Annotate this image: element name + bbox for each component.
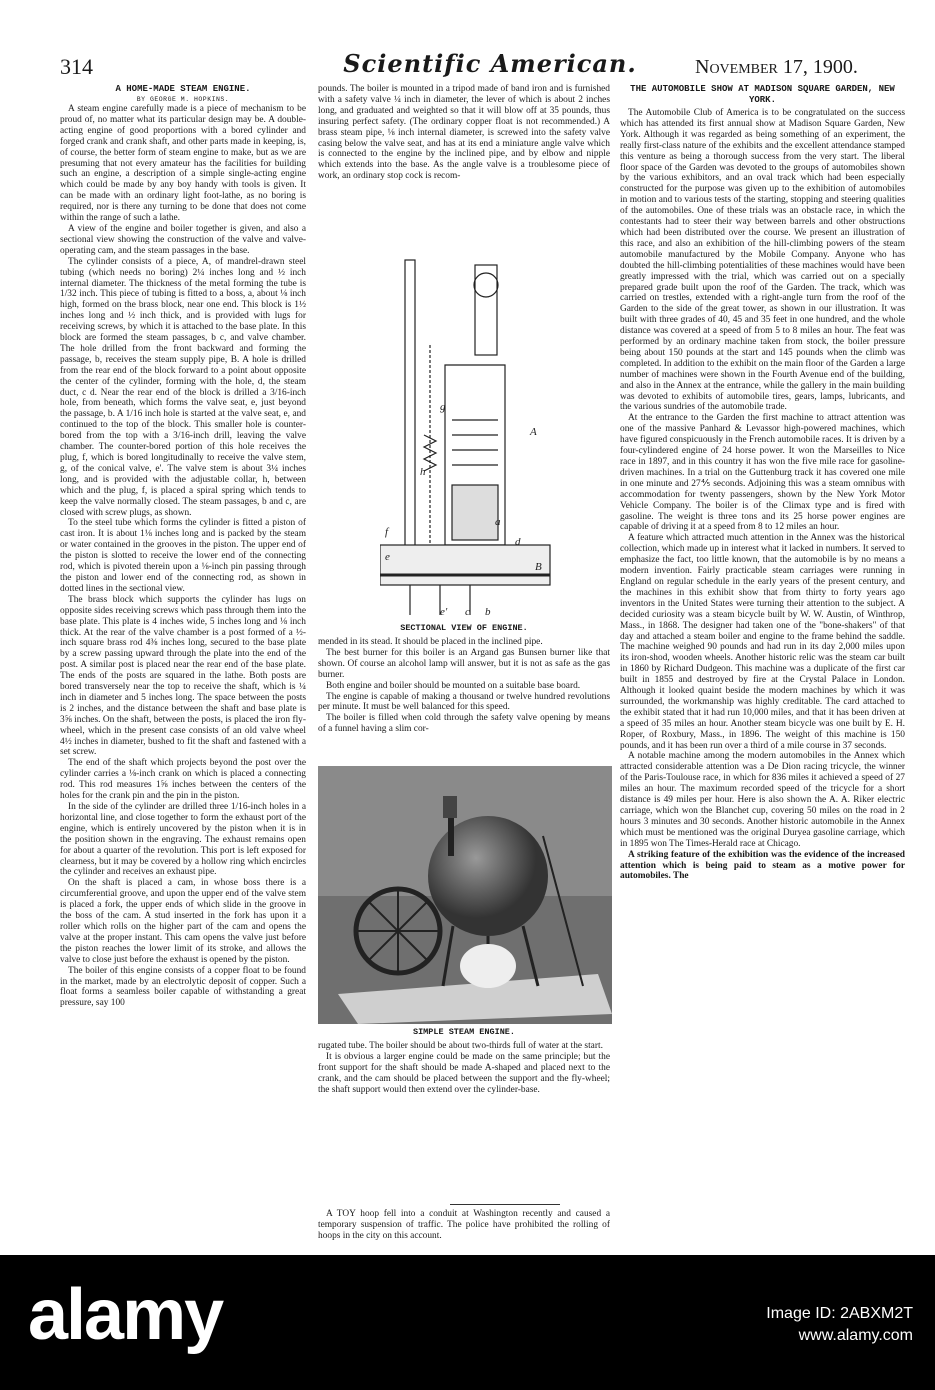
label-A: A	[530, 426, 537, 438]
label-h: h	[420, 466, 426, 478]
article-title: THE AUTOMOBILE SHOW AT MADISON SQUARE GARDEN, NEW YORK.	[630, 84, 895, 105]
article-continuation-top	[318, 84, 610, 182]
watermark-footer	[0, 1255, 935, 1390]
label-d: d	[515, 536, 521, 548]
paragraph: A striking feature of the exhibition was the evidence of the increased attention which is being paid to steam as a motive power for automobiles. The	[620, 849, 905, 882]
label-c: c	[465, 606, 470, 618]
paragraph: The cylinder consists of a piece, A, of mandrel-drawn steel tubing (which needs no boring) 2¼ inches long and ½ inch internal diameter. The thickness of the metal forming the tube is 1/32 inch. This piece of tubing is fitted to a boss, a, about ⅛ inch high, formed on the brass block, near one end. This block is 1½ inches long and ½ inch thick, and is provided with lugs for receiving screws, by which it is attached to the base plate. In this block are formed the steam passages, b c, and valve chamber. The hole drilled from the front backward and forming the passage, b, receives the steam supply pipe, B. A hole is drilled from the rear end of the block forward to a point about opposite the center of the cylinder, forming with the hole, d, the steam duct, c d. Near the rear end of the block is drilled a 3/16-inch hole, from beneath, which forms the valve seat, e, just beyond the passage, b. A 1/16 inch hole is started at the valve seat, e, and continued to the top of the block. This smaller hole is counter-bored from the top with a 3/16-inch drill, leaving the valve chamber. The counter-bored portion of this hole receives the plug, f, which is bored longitudinally to receive the valve stem, g, of the conical valve, e'. The valve stem is about 3¼ inches long, and is provided with the adjustable collar, h, between which and the plug, f, is placed a spiral spring which tends to keep the valve normally closed. The steam passages, b and c, are closed with screw plugs, as shown.	[60, 256, 306, 518]
label-g: g	[440, 401, 446, 413]
article-continuation-bottom	[318, 1041, 610, 1096]
figure-caption-simple-steam-engine: SIMPLE STEAM ENGINE.	[412, 1027, 516, 1037]
paragraph: A TOY hoop fell into a conduit at Washington recently and caused a temporary suspension of traffic. The police have prohibited the rolling of hoops in the city on this account.	[318, 1209, 610, 1241]
image-id-label: Image ID: 2ABXM2T	[766, 1305, 913, 1322]
paragraph: A notable machine among the modern automobiles in the Annex which attracted considerable attention was a De Dion racing tricycle, the winner of the Paris-Toulouse race, in which for 836 miles it achieved a speed of 27 miles an hour. The maximum recorded speed of the tricycle for a short distance is 49 miles per hour. Here is also shown the A. A. Riker electric carriage, which won the Blanchet cup, covering 50 miles on the road in 2 hours 3 minutes and 30 seconds. Another historic automobile in the Annex which must be mentioned was the original Duryea gasoline carriage, which in 1895 won The Times-Herald race at Chicago.	[620, 751, 905, 849]
article-continuation-middle	[318, 637, 610, 735]
separator-rule	[450, 1204, 560, 1205]
paragraph: Both engine and boiler should be mounted on a suitable base board.	[326, 680, 581, 691]
paragraph: The boiler of this engine consists of a copper float to be found in the market, made by an electrolytic deposit of copper. Such a float forms a seamless boiler capable of withstanding a great pressure, say 100	[60, 965, 306, 1009]
paragraph: The end of the shaft which projects beyond the post over the cylinder carries a ⅛-inch crank on which is placed a connecting rod. This rod measures 1⅝ inches between the centers of the holes for the crank pin and the pin in the piston.	[60, 758, 306, 802]
paragraph: pounds. The boiler is mounted in a tripod made of band iron and is furnished with a safety valve ¼ inch in diameter, the lever of which is about 2 inches long, and graduated and weighted so that it will blow off at 35 pounds, thus insuring perfect safety. (The ordinary copper float is not recommended.) A brass steam pipe, ⅛ inch internal diameter, is screwed into the safety valve casing below the valve seat, and has at its end a miniature angle valve which is connected to the engine by the inclined pipe, and by elbow and nipple which extends into the base. As the angle valve is a troublesome piece of work, an ordinary stop cock is recom-	[318, 84, 610, 182]
paragraph: mended in its stead. It should be placed in the inclined pipe.	[318, 637, 543, 647]
paragraph: The brass block which supports the cylinder has lugs on opposite sides receiving screws which pass through them into the base plate. This plate is 4 inches wide, 5 inches long and ⅛ inch thick. At the rear of the valve chamber is a post formed of a ½-inch square brass rod 4⅜ inches long, secured to the base plate by a screw passing upward through the plate into the end of the post. A similar post is placed near the rear end of the base plate. The ends of the posts are squared in the lathe. Both posts are bored transversely near the top to receive the shaft, which is ¼ inch in diameter and 5 inches long. The space between the posts is 2 inches, and the distance between the shaft and base plate is 3⅝ inches. On the shaft, between the posts, is placed the iron fly-wheel, which in the present case consists of an old valve wheel 4½ inches in diameter, bushed to fit the shaft and fastened with a set screw.	[60, 594, 306, 758]
label-f: f	[385, 526, 389, 538]
paragraph: A feature which attracted much attention in the Annex was the historical collection, which made up in interest what it lacked in numbers. It served to emphasize the fact, too little known, that the automobile is by no means a modern invention. Fairly practicable steam carriages were running in England on regular schedule in the early years of the present century, and the machines in this exhibit show that from thirty to forty years ago inventors in the United States were turning their attention to the subject. A decided curiosity was a steam bicycle built by W. W. Austin, of Winthrop, Mass., in 1868. The designer had taken one of the "bone-shakers" of that day and attached a steam boiler and engine to the frame behind the saddle. The machine weighed 90 pounds and had run in its day 2,000 miles upon its iron-shod, wooden wheels. Another historic relic was the steam car built in 1860 by Richard Dudgeon. This machine was a duplicate of the first car built in 1855 and destroyed by fire at the Crystal Palace in London. Although it looked quaint beside the modern machines by which it was surrounded, the workmanship was highly creditable. The card attached to the exhibit stated that it had run 10,000 miles, and that it has been driven at a speed of 35 miles an hour. Another steam bicycle was one built by E. H. Roper, of Roxbury, Mass., in 1896. The weight of this machine is 150 pounds, and it has been run over a third of a mile course in 37 seconds.	[620, 533, 905, 751]
watermark-url: www.alamy.com	[798, 1327, 913, 1344]
article-home-made-steam-engine	[60, 84, 306, 1009]
image-id	[766, 1303, 913, 1347]
byline: BY GEORGE M. HOPKINS.	[136, 96, 230, 103]
paragraph: A steam engine carefully made is a piece of mechanism to be proud of, no matter what its particular design may be. A double-acting engine of good proportions with a bored cylinder and forged crank and crank shaft, and other parts made in keeping, is, of course, the better form of steam engine to make, but as we are presuming that not every amateur has the facilities for building such an engine, a description of a simple single-acting engine which could be made by any boy handy with tools is given. It can be made with an ordinary light foot-lathe, as no boring is required, nor is there any turning to be done that does not come within the range of such a lathe.	[60, 104, 306, 224]
paragraph: In the side of the cylinder are drilled three 1/16-inch holes in a horizontal line, and close together to form the exhaust port of the engine, which is entirely uncovered by the piston when it is in the position shown in the engraving. The exhaust remains open for about a quarter of the revolution. This port is left exposed for clearness, but it may be covered by a hollow ring which encircles the cylinder and receives an exhaust pipe.	[60, 802, 306, 878]
page-number: 314	[60, 54, 93, 79]
label-a: a	[495, 516, 501, 528]
paragraph: The boiler is filled when cold through the safety valve opening by means of a funnel having a slim cor-	[318, 713, 610, 735]
label-B: B	[535, 561, 542, 573]
paragraph: The engine is capable of making a thousand or twelve hundred revolutions per minute. It must be well balanced for this speed.	[318, 691, 610, 713]
paragraph: To the steel tube which forms the cylinder is fitted a piston of cast iron. It is about 1⅛ inches long and is packed by the steam or water contained in the grooves in the piston. The upper end of the piston is slotted to receive the lower end of the connecting rod, which is pivoted therein upon a ⅛-inch pin passing through the piston and lower end of the connecting rod, as shown in dotted lines in the sectional view.	[60, 518, 306, 594]
paragraph: A view of the engine and boiler together is given, and also a sectional view showing the construction of the valve and valve-operating cam, and the steam passages in the base.	[60, 223, 306, 256]
article-automobile-show	[620, 84, 905, 882]
paragraph: It is obvious a larger engine could be made on the same principle; but the front support for the shaft should be made A-shaped and placed next to the crank, and the cam should be placed between the support and the fly-wheel; the shaft support would then extend over the cylinder-base.	[318, 1051, 610, 1095]
label-b: b	[485, 606, 491, 618]
label-e: e	[385, 551, 390, 563]
masthead: Scientific American.	[343, 49, 637, 78]
simple-steam-engine-photo	[318, 766, 612, 1024]
label-e-prime: e'	[440, 606, 448, 618]
paragraph: The Automobile Club of America is to be congratulated on the success which has attended its first annual show at Madison Square Garden, New York. Although it was regarded as being something of an experiment, the really first-class nature of the exhibits and the excellent attendance stamped this venture as being a thorough success from the very start. The liberal floor space of the Garden was devoted to the groups of automobiles shown by the various exhibitors, and an oval track which had been especially constructed for the purpose was given up to the exhibition of automobiles in motion and to various tests of the starting, stopping and steering qualities of the automobiles. One of these trials was an obstacle race, in which the contestants had to steer their way between barrels and other obstructions which had been distributed over the course. We present an illustration of this race, and also an exhibition of the hill-climbing powers of the steam automobile manufactured by the Mobile Company. Anyone who has doubted the hill-climbing potentialities of these machines would have been greatly impressed with the trial, which was carried out on a specially prepared grade built upon the roof of the Garden. The track, which was carried on trestles, extended with a right-angle turn from the roof of the Garden to the side of the great tower, as shown in our illustration. It was built with three grades of 40, 45 and 35 feet in one hundred, and the whole distance was covered at a speed of from 5 to 8 miles an hour. The feat was performed by an ordinary machine taken from stock, the boiler pressure being about 150 pounds at the start and 145 pounds when the climb was completed. In addition to the exhibit on the main floor of the Garden a large number of machines were shown in the Fourth Avenue end of the building, and also in the Annex at the entrance, while the gallery in the main building was devoted to exhibits of automobile tires, gears, lamps, lubricants, and the various sundries of the automobile trade.	[620, 108, 905, 413]
paragraph: At the entrance to the Garden the first machine to attract attention was one of the massive Panhard & Levassor high-powered machines, which have figured conspicuously in the French automobile races. It is driven by a four-cylindered engine of 24 horse power. It won the Marseilles to Nice race in 1897, and in this country it has won the five mile race for gasoline-driven machines. In a trial on the Guttenburg track it has covered one mile in one minute and 27⅘ seconds. Adjoining this was a steam omnibus with accommodation for twenty passengers, shown by the New York Motor Vehicle Company. The boiler is of the Climax type and is fired with gasoline. The weight is three tons and its 25 horse power engines are capable of driving it at a speed from 8 to 12 miles an hour.	[620, 413, 905, 533]
sectional-view-diagram	[380, 245, 560, 620]
figure-caption-sectional-view: SECTIONAL VIEW OF ENGINE.	[400, 623, 528, 633]
alamy-logo: alamy	[28, 1275, 223, 1355]
paragraph: The best burner for this boiler is an Argand gas Bunsen burner like that shown. Of course an alcohol lamp will answer, but it is not as safe as the gas burner.	[318, 647, 610, 680]
issue-date: November 17, 1900.	[695, 56, 858, 78]
paragraph: rugated tube. The boiler should be about two-thirds full of water at the start.	[318, 1041, 603, 1051]
news-note	[318, 1209, 610, 1242]
paragraph: On the shaft is placed a cam, in whose boss there is a circumferential groove, and upon the upper end of the valve stem is placed a fork, the upper ends of which slide in the groove in the boss of the cam. A stud inserted in the fork has upon it a roller which rolls on the higher part of the cam and opens the valve at the proper instant. This cam opens the valve just before the piston reaches the lower limit of its stroke, and allows the valve to close just before the exhaust is opened by the piston.	[60, 878, 306, 965]
article-title: A HOME-MADE STEAM ENGINE.	[115, 84, 251, 94]
